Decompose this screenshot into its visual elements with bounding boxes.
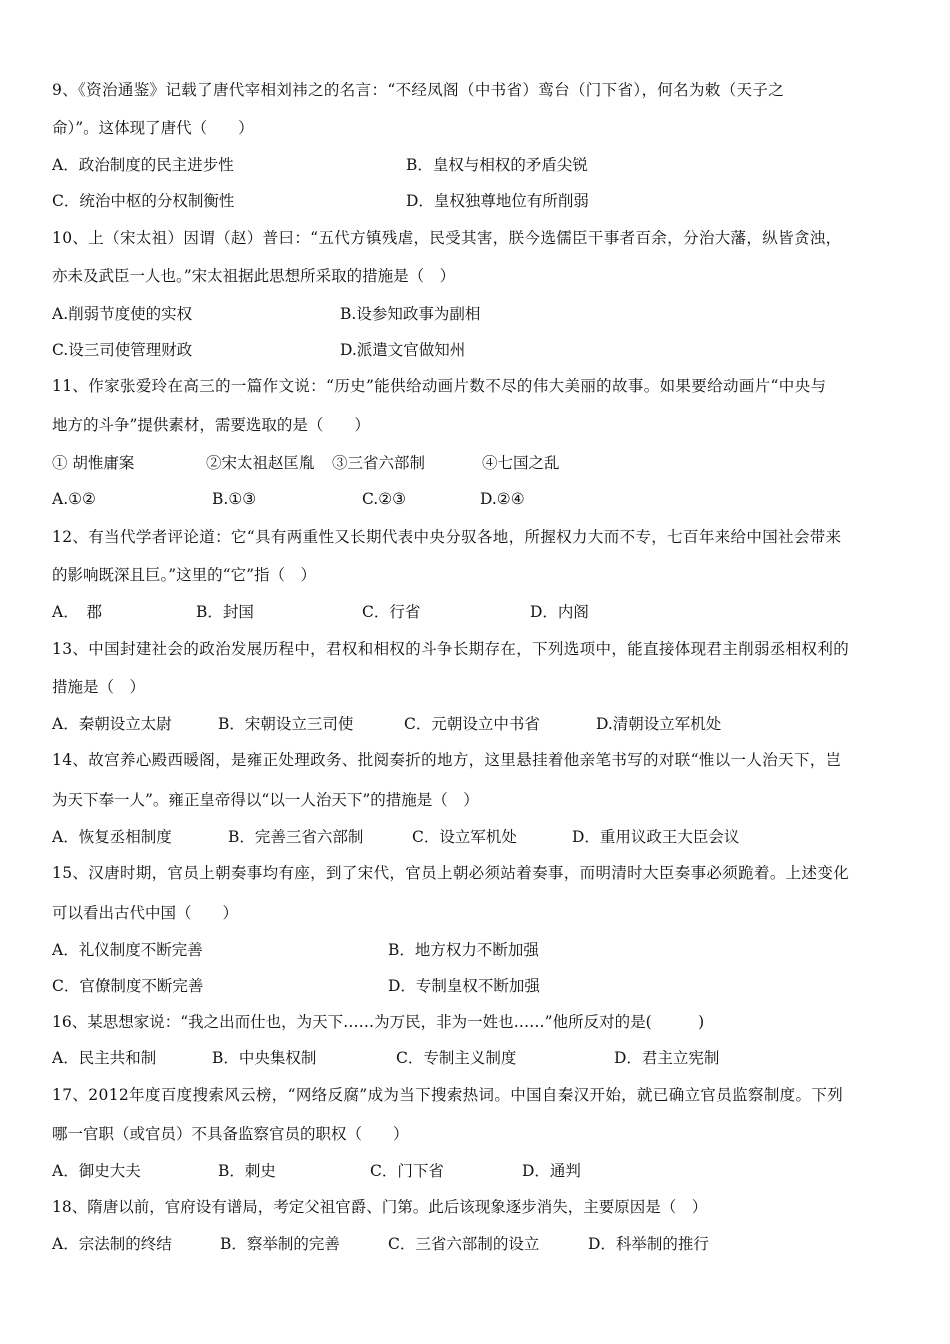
question-9-option-c: C．统治中枢的分权制衡性	[52, 192, 235, 210]
question-14-option-b: B．完善三省六部制	[228, 828, 364, 846]
question-11-option-b: B.①③	[212, 490, 257, 508]
question-18-option-c: C．三省六部制的设立	[388, 1235, 540, 1253]
question-12-option-a: A． 郡	[52, 603, 102, 621]
question-15-option-d: D．专制皇权不断加强	[388, 977, 540, 995]
question-14-option-a: A．恢复丞相制度	[52, 828, 172, 846]
question-11-item-1: ① 胡惟庸案	[52, 454, 135, 472]
question-14-stem: 14、故宫养心殿西暖阁，是雍正处理政务、批阅奏折的地方，这里悬挂着他亲笔书写的对联“惟以一人治天下，岂	[52, 751, 842, 769]
question-11-item-4: ④七国之乱	[482, 454, 560, 472]
question-16-option-b: B．中央集权制	[212, 1049, 317, 1067]
question-14-option-c: C．设立军机处	[412, 828, 517, 846]
question-18-option-b: B．察举制的完善	[220, 1235, 340, 1253]
question-12-option-b: B．封国	[196, 603, 254, 621]
question-11-option-d: D.②④	[480, 490, 525, 508]
question-10-option-d: D.派遣文官做知州	[340, 341, 466, 359]
question-16-option-d: D．君主立宪制	[614, 1049, 720, 1067]
question-12-stem: 12、有当代学者评论道：它“具有两重性又长期代表中央分驭各地，所握权力大而不专，七百年来给中国社会带来	[52, 528, 842, 546]
question-15-option-a: A．礼仪制度不断完善	[52, 941, 203, 959]
question-15-option-b: B．地方权力不断加强	[388, 941, 539, 959]
question-17-option-c: C．门下省	[370, 1162, 444, 1180]
question-9-option-d: D．皇权独尊地位有所削弱	[406, 192, 589, 210]
question-13-stem: 13、中国封建社会的政治发展历程中，君权和相权的斗争长期存在，下列选项中，能直接体现君主削弱丞相权利的	[52, 640, 850, 658]
question-12-option-c: C．行省	[362, 603, 421, 621]
question-9-stem: 9、《资治通鉴》记载了唐代宰相刘祎之的名言：“不经凤阁（中书省）鸾台（门下省），何名为敕（天子之	[52, 81, 785, 99]
question-11-item-3: ③三省六部制	[332, 454, 426, 472]
question-11-item-2: ②宋太祖赵匡胤	[206, 454, 315, 472]
question-16-stem: 16、某思想家说：“我之出而仕也，为天下……为万民，非为一姓也……”他所反对的是( )	[52, 1013, 705, 1031]
question-13-stem-cont: 措施是（ ）	[52, 678, 146, 696]
question-16-option-c: C．专制主义制度	[396, 1049, 517, 1067]
question-17-stem-cont: 哪一官职（或官员）不具备监察官员的职权（ ）	[52, 1125, 409, 1143]
question-9-option-a: A．政治制度的民主进步性	[52, 156, 234, 174]
question-14-option-d: D．重用议政王大臣会议	[572, 828, 740, 846]
question-11-stem: 11、作家张爱玲在高三的一篇作文说：“历史”能供给动画片数不尽的伟大美丽的故事。如果要给动画片“中央与	[52, 377, 827, 395]
question-13-option-d: D.清朝设立军机处	[596, 715, 722, 733]
question-9-option-b: B．皇权与相权的矛盾尖锐	[406, 156, 588, 174]
question-10-stem: 10、上（宋太祖）因谓（赵）普曰：“五代方镇残虐，民受其害，朕今选儒臣干事者百余，分治大藩，纵皆贪浊，	[52, 229, 842, 247]
question-17-option-b: B．刺史	[218, 1162, 276, 1180]
question-16-option-a: A．民主共和制	[52, 1049, 157, 1067]
question-10-stem-cont: 亦未及武臣一人也。”宋太祖据此思想所采取的措施是（ ）	[52, 267, 456, 285]
question-11-stem-cont: 地方的斗争”提供素材，需要选取的是（ ）	[52, 416, 370, 434]
question-15-stem: 15、汉唐时期，官员上朝奏事均有座，到了宋代，官员上朝必须站着奏事，而明清时大臣奏事必须跪着。上述变化	[52, 864, 850, 882]
question-17-stem: 17、2012年度百度搜索风云榜，“网络反腐”成为当下搜索热词。中国自秦汉开始，就已确立官员监察制度。下列	[52, 1086, 844, 1104]
question-10-option-c: C.设三司使管理财政	[52, 341, 193, 359]
question-15-option-c: C．官僚制度不断完善	[52, 977, 204, 995]
question-13-option-c: C．元朝设立中书省	[404, 715, 540, 733]
question-14-stem-cont: 为天下奉一人”。雍正皇帝得以“以一人治天下”的措施是（ ）	[52, 791, 479, 809]
question-18-stem: 18、隋唐以前，官府设有谱局，考定父祖官爵、门第。此后该现象逐步消失，主要原因是（ ）	[52, 1198, 708, 1216]
question-12-stem-cont: 的影响既深且巨。”这里的“它”指（ ）	[52, 566, 317, 584]
question-10-option-b: B.设参知政事为副相	[340, 305, 481, 323]
question-10-option-a: A.削弱节度使的实权	[52, 305, 193, 323]
question-17-option-a: A．御史大夫	[52, 1162, 141, 1180]
question-12-option-d: D．内阁	[530, 603, 589, 621]
question-18-option-d: D．科举制的推行	[588, 1235, 709, 1253]
question-18-option-a: A．宗法制的终结	[52, 1235, 172, 1253]
question-17-option-d: D．通判	[522, 1162, 581, 1180]
question-13-option-a: A．秦朝设立太尉	[52, 715, 172, 733]
question-15-stem-cont: 可以看出古代中国（ ）	[52, 904, 239, 922]
question-11-option-a: A.①②	[52, 490, 96, 508]
question-13-option-b: B．宋朝设立三司使	[218, 715, 354, 733]
question-9-stem-cont: 命）”。这体现了唐代（ ）	[52, 119, 254, 137]
question-11-option-c: C.②③	[362, 490, 407, 508]
